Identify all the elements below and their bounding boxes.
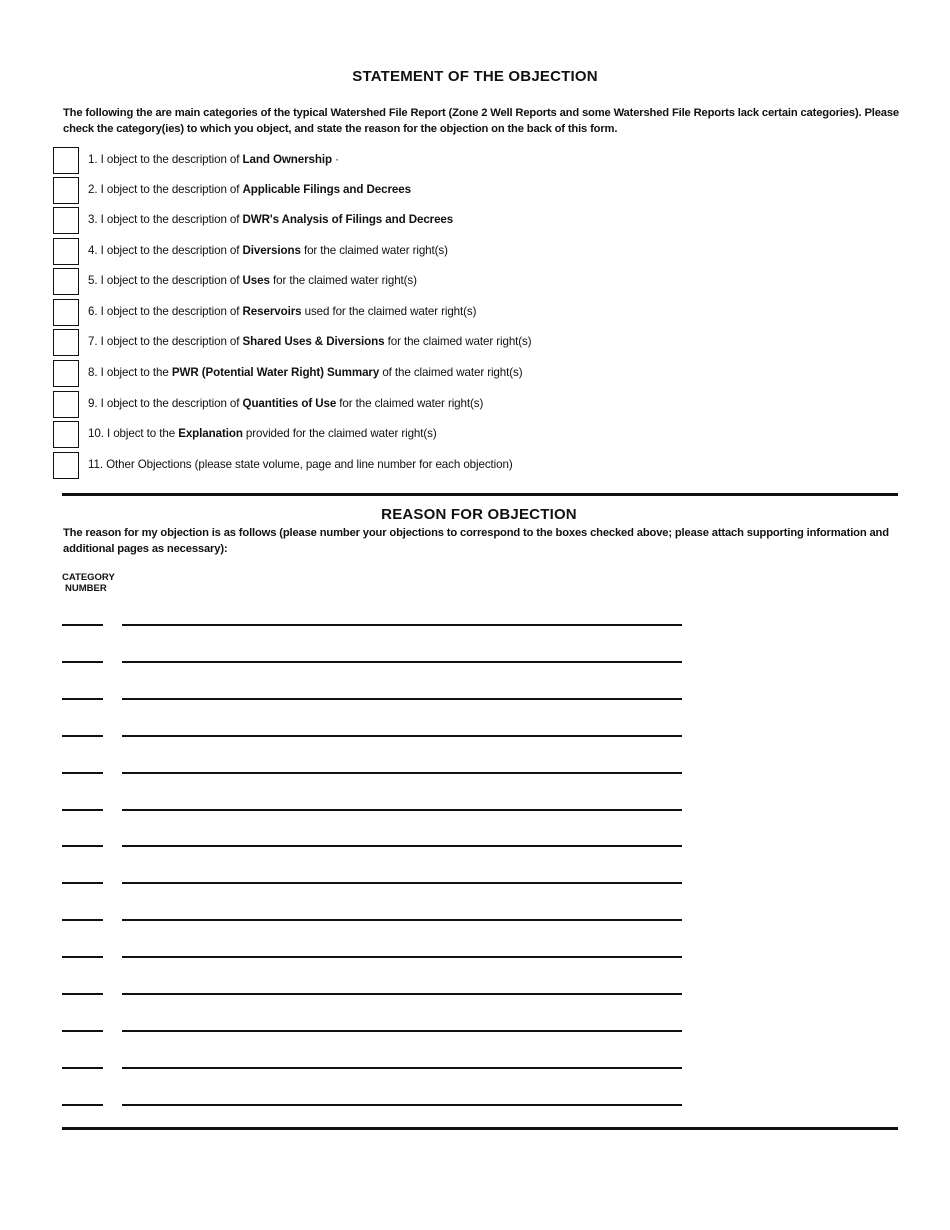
category-number-blank[interactable] — [62, 1067, 103, 1069]
reason-text-blank[interactable] — [122, 1030, 682, 1032]
category-number-blank[interactable] — [62, 1030, 103, 1032]
item-number: 2. — [88, 183, 98, 196]
category-number-header — [62, 572, 115, 594]
item-text: I object to the description of — [100, 274, 243, 287]
section-divider — [62, 493, 898, 496]
objection-text — [88, 397, 483, 410]
objection-item-1 — [53, 147, 913, 176]
reason-text-blank[interactable] — [122, 882, 682, 884]
objection-text — [88, 427, 437, 440]
objection-item-3 — [53, 207, 913, 236]
objection-text — [88, 153, 339, 166]
item-suffix: for the claimed water right(s) — [384, 335, 532, 348]
reason-line-3 — [62, 698, 682, 700]
reason-line-9 — [62, 919, 682, 921]
item-number: 10. — [88, 427, 104, 440]
objection-checkbox-6[interactable] — [53, 299, 79, 326]
item-number: 7. — [88, 335, 98, 348]
objection-item-4 — [53, 238, 913, 267]
objection-item-2 — [53, 177, 913, 206]
objection-item-8 — [53, 360, 913, 389]
item-number: 6. — [88, 305, 98, 318]
category-number-blank[interactable] — [62, 993, 103, 995]
reason-line-8 — [62, 882, 682, 884]
reason-text-blank[interactable] — [122, 845, 682, 847]
category-number-blank[interactable] — [62, 919, 103, 921]
reason-text-blank[interactable] — [122, 919, 682, 921]
item-category: Uses — [242, 274, 270, 287]
reason-line-1 — [62, 624, 682, 626]
item-text: I object to the description of — [100, 397, 243, 410]
objection-text — [88, 244, 448, 257]
item-category: Land Ownership — [242, 153, 332, 166]
objection-checkbox-9[interactable] — [53, 391, 79, 418]
item-number: 1. — [88, 153, 98, 166]
category-number-blank[interactable] — [62, 661, 103, 663]
objection-item-9 — [53, 391, 913, 420]
reason-text-blank[interactable] — [122, 624, 682, 626]
item-text: I object to the description of — [100, 305, 243, 318]
item-category: DWR's Analysis of Filings and Decrees — [242, 213, 454, 226]
category-number-blank[interactable] — [62, 1104, 103, 1106]
objection-checkbox-7[interactable] — [53, 329, 79, 356]
reason-line-4 — [62, 735, 682, 737]
item-category: Shared Uses & Diversions — [242, 335, 385, 348]
category-number-blank[interactable] — [62, 845, 103, 847]
objection-text — [88, 458, 513, 471]
objection-checkbox-10[interactable] — [53, 421, 79, 448]
item-category: Quantities of Use — [242, 397, 337, 410]
item-category: PWR (Potential Water Right) Summary — [171, 366, 380, 379]
category-number-blank[interactable] — [62, 882, 103, 884]
objection-item-11 — [53, 452, 913, 481]
category-label: CATEGORY — [62, 572, 115, 583]
item-number: 11. — [88, 458, 103, 471]
objection-item-10 — [53, 421, 913, 450]
item-category: Applicable Filings and Decrees — [242, 183, 411, 196]
objection-checkbox-8[interactable] — [53, 360, 79, 387]
objection-checkbox-11[interactable] — [53, 452, 79, 479]
item-suffix: provided for the claimed water right(s) — [242, 427, 437, 440]
reason-line-11 — [62, 993, 682, 995]
item-suffix: of the claimed water right(s) — [379, 366, 523, 379]
reason-text-blank[interactable] — [122, 1104, 682, 1106]
item-text: I object to the description of — [100, 183, 243, 196]
category-number-blank[interactable] — [62, 698, 103, 700]
objection-text — [88, 335, 532, 348]
item-suffix: for the claimed water right(s) — [269, 274, 417, 287]
statement-title: STATEMENT OF THE OBJECTION — [352, 68, 598, 85]
item-suffix: for the claimed water right(s) — [300, 244, 448, 257]
category-number-blank[interactable] — [62, 735, 103, 737]
reason-text-blank[interactable] — [122, 1067, 682, 1069]
item-number: 5. — [88, 274, 98, 287]
item-number: 3. — [88, 213, 98, 226]
category-number-blank[interactable] — [62, 809, 103, 811]
objection-text — [88, 213, 453, 226]
objection-checkbox-3[interactable] — [53, 207, 79, 234]
objection-text — [88, 183, 411, 196]
item-suffix: · — [331, 153, 339, 166]
item-text: I object to the description of — [100, 213, 243, 226]
reason-text-blank[interactable] — [122, 993, 682, 995]
item-category: Reservoirs — [242, 305, 302, 318]
statement-intro: The following the are main categories of the typical Watershed File Report (Zone 2 Well Reports and some Watershed File Reports lack certain categories). Please check the category(ies) to which you object, and state the reason for the objection on the back of this form. — [63, 107, 900, 135]
reason-line-14 — [62, 1104, 682, 1106]
objection-text — [88, 305, 476, 318]
objection-text — [88, 366, 522, 379]
item-text: I object to the — [100, 366, 172, 379]
reason-line-2 — [62, 661, 682, 663]
category-number-blank[interactable] — [62, 624, 103, 626]
objection-checkbox-1[interactable] — [53, 147, 79, 174]
objection-item-7 — [53, 329, 913, 358]
category-number-blank[interactable] — [62, 956, 103, 958]
reason-line-10 — [62, 956, 682, 958]
item-number: 9. — [88, 397, 98, 410]
item-number: 8. — [88, 366, 98, 379]
reason-title: REASON FOR OBJECTION — [381, 506, 577, 523]
item-text: I object to the description of — [100, 335, 243, 348]
reason-text-blank[interactable] — [122, 809, 682, 811]
reason-line-12 — [62, 1030, 682, 1032]
objection-item-6 — [53, 299, 913, 328]
reason-text-blank[interactable] — [122, 956, 682, 958]
item-text: I object to the description of — [100, 153, 243, 166]
reason-line-7 — [62, 845, 682, 847]
objection-item-5 — [53, 268, 913, 297]
objection-text — [88, 274, 417, 287]
objection-checkbox-4[interactable] — [53, 238, 79, 265]
reason-line-5 — [62, 772, 682, 774]
reason-intro: The reason for my objection is as follows (please number your objections to correspond to the boxes checked above; please attach supporting information and additional pages as necessary): — [63, 527, 889, 555]
item-text: I object to the description of — [100, 244, 243, 257]
objection-checkbox-2[interactable] — [53, 177, 79, 204]
reason-line-13 — [62, 1067, 682, 1069]
item-text: I object to the — [106, 427, 179, 440]
number-label: NUMBER — [65, 583, 107, 594]
item-category: Explanation — [178, 427, 243, 440]
item-suffix: for the claimed water right(s) — [336, 397, 484, 410]
item-suffix: used for the claimed water right(s) — [301, 305, 477, 318]
reason-text-blank[interactable] — [122, 735, 682, 737]
reason-line-6 — [62, 809, 682, 811]
item-category: Diversions — [242, 244, 301, 257]
reason-text-blank[interactable] — [122, 698, 682, 700]
bottom-divider — [62, 1127, 898, 1130]
objection-checkbox-5[interactable] — [53, 268, 79, 295]
reason-text-blank[interactable] — [122, 772, 682, 774]
item-text: Other Objections (please state volume, page and line number for each objection) — [106, 458, 513, 471]
item-number: 4. — [88, 244, 98, 257]
reason-text-blank[interactable] — [122, 661, 682, 663]
category-number-blank[interactable] — [62, 772, 103, 774]
